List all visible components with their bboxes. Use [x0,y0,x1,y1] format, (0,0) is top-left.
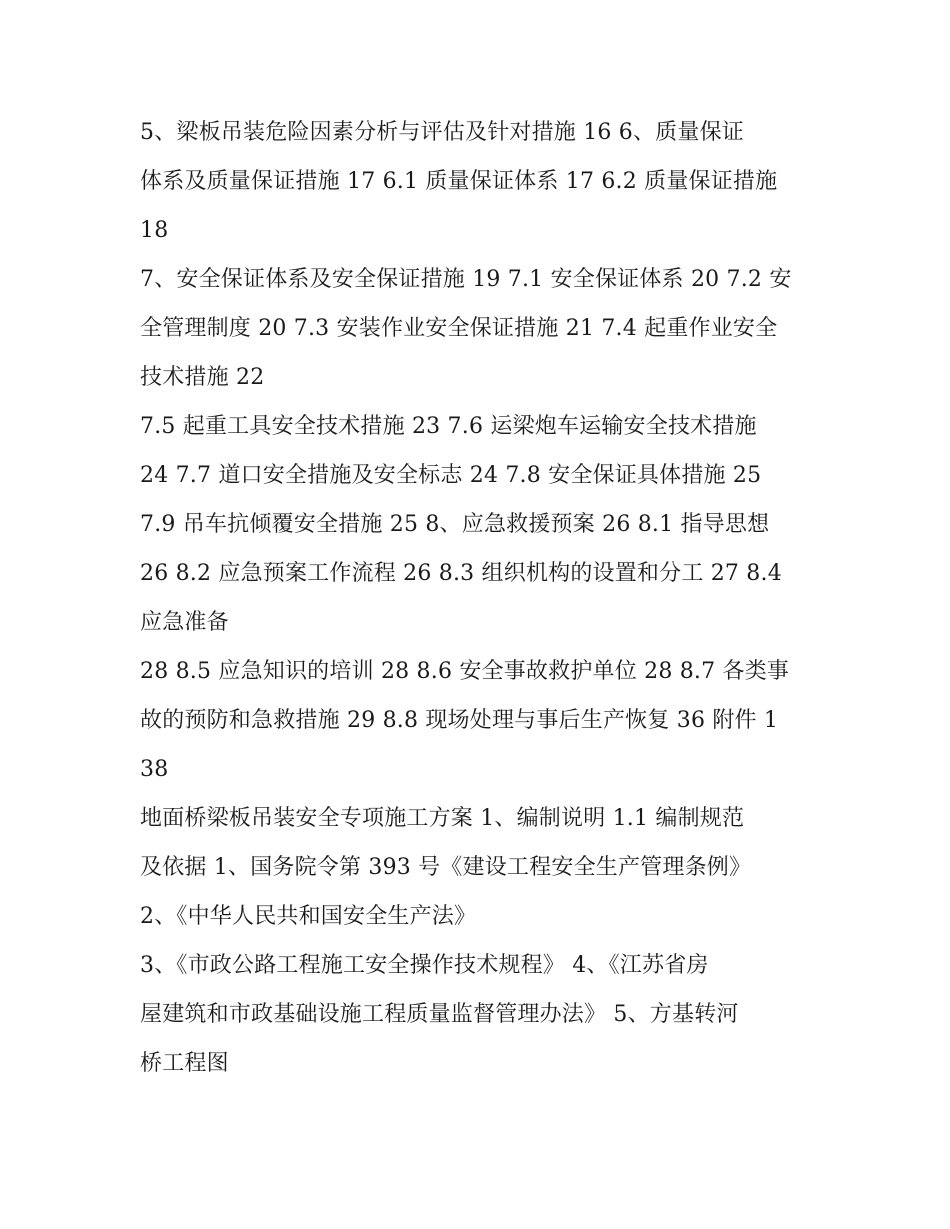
body-paragraph-1: 地面桥梁板吊装安全专项施工方案 1、编制说明 1.1 编制规范 及依据 1、国务院令第 393 号《建设工程安全生产管理条例》 [140,806,752,880]
document-body [140,108,820,1088]
toc-paragraph-4: 7.9 吊车抗倾覆安全措施 25 8、应急救援预案 26 8.1 指导思想 26 8.2 应急预案工作流程 26 8.3 组织机构的设置和分工 27 8.4 应急准备 [140,512,782,635]
toc-paragraph-3: 7.5 起重工具安全技术措施 23 7.6 运梁炮车运输安全技术措施 24 7.7 道口安全措施及安全标志 24 7.8 安全保证具体措施 25 [140,414,762,488]
body-paragraph-3: 3、《市政公路工程施工安全操作技术规程》 4、《江苏省房 屋建筑和市政基础设施工程质量监督管理办法》 5、方基转河 桥工程图 [140,953,739,1076]
toc-paragraph-5: 28 8.5 应急知识的培训 28 8.6 安全事故救护单位 28 8.7 各类事 故的预防和急救措施 29 8.8 现场处理与事后生产恢复 36 附件 1 38 [140,659,790,782]
body-paragraph-2: 2、《中华人民共和国安全生产法》 [140,904,477,929]
toc-paragraph-2: 7、安全保证体系及安全保证措施 19 7.1 安全保证体系 20 7.2 安 全管理制度 20 7.3 安装作业安全保证措施 21 7.4 起重作业安全 技术措施 22 [140,267,792,390]
toc-paragraph-1: 5、梁板吊装危险因素分析与评估及针对措施 16 6、质量保证 体系及质量保证措施 17 6.1 质量保证体系 17 6.2 质量保证措施 18 [140,120,778,243]
